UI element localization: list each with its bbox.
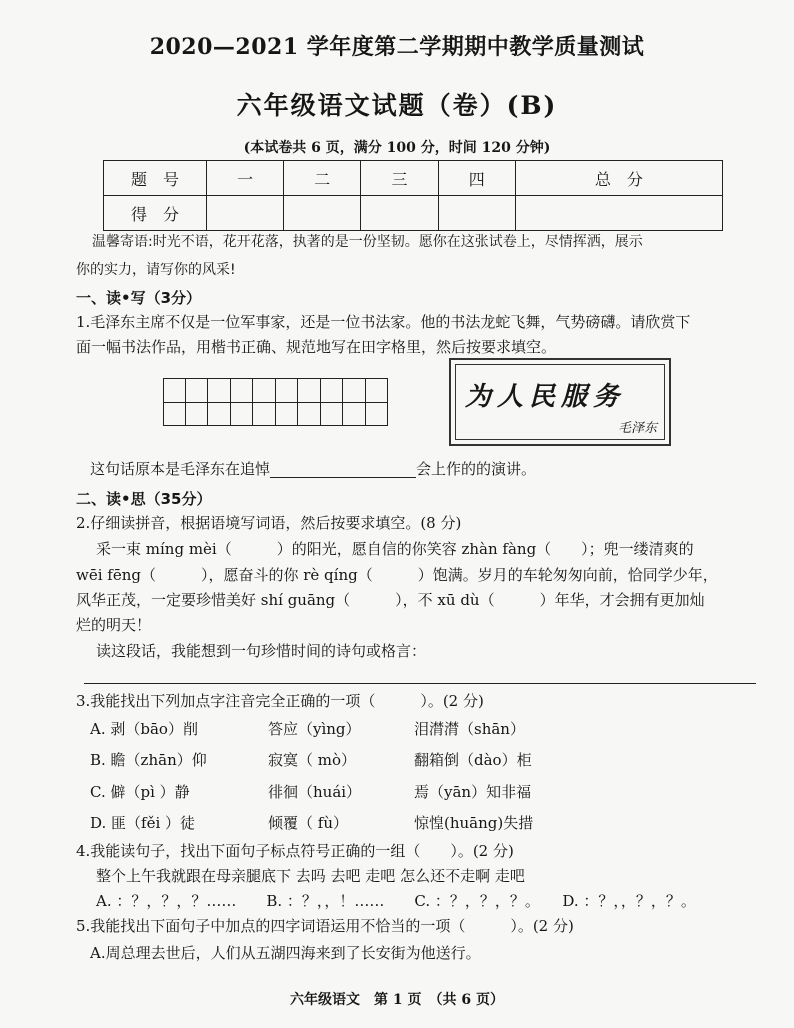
- q1-fill-line: [90, 459, 536, 478]
- score-input-cell[interactable]: [361, 196, 438, 231]
- q3-option-b-2: 寂寞（ mò）: [268, 751, 357, 769]
- score-table: [103, 160, 723, 231]
- q2-text-line4: 烂的明天！: [76, 616, 152, 634]
- tianzige-cell[interactable]: [163, 378, 186, 426]
- calligraphy-text: 为人民服务: [465, 382, 626, 412]
- q5-option-a: A.周总理去世后，人们从五湖四海来到了长安街为他送行。: [90, 944, 481, 962]
- tianzige-cell[interactable]: [276, 378, 299, 426]
- score-header-cell: 总 分: [515, 161, 722, 196]
- tianzige-cell[interactable]: [208, 378, 231, 426]
- q4-title: 4.我能读句子，找出下面句子标点符号正确的一组（ ）。(2 分): [76, 842, 514, 860]
- section2-heading: 二、读•思（35分）: [76, 490, 212, 508]
- page-footer: 六年级语文 第 1 页 （共 6 页）: [290, 992, 504, 1008]
- tianzige-cell[interactable]: [321, 378, 344, 426]
- q2-text-line2: wēi fēng（ ），愿奋斗的你 rè qíng（ ）饱满。岁月的车轮匆匆向前，恰同学少年，: [76, 566, 718, 584]
- q3-option-d-2: 倾覆（ fù）: [268, 814, 348, 832]
- q3-option-a-3: 泪潸潸（shān）: [414, 720, 525, 738]
- score-header-cell: 一: [207, 161, 284, 196]
- warm-tip-line2: 你的实力，请写你的风采!: [76, 262, 236, 278]
- score-table-score-row: [104, 196, 723, 231]
- score-input-cell[interactable]: [207, 196, 284, 231]
- q3-option-a-1: A. 剥（bāo）削: [90, 720, 198, 738]
- warm-tip-line1: 温馨寄语:时光不语，花开花落，执著的是一份坚韧。愿你在这张试卷上，尽情挥洒，展示: [92, 234, 643, 250]
- score-header-cell: 三: [361, 161, 438, 196]
- tianzige-cell[interactable]: [231, 378, 254, 426]
- section1-heading: 一、读•写（3分）: [76, 289, 202, 307]
- q3-option-c-1: C. 僻（pì ）静: [90, 783, 190, 801]
- q4-options: A. ：？，？，？…… B. ：？，，！…… C. ：？，？，？。 D. ：？，，？，？。: [96, 892, 696, 910]
- q3-option-b-3: 翻箱倒（dào）柜: [414, 751, 532, 769]
- score-header-cell: 二: [284, 161, 361, 196]
- score-input-cell[interactable]: [438, 196, 515, 231]
- tianzige-cell[interactable]: [343, 378, 366, 426]
- calligraphy-image: [449, 358, 671, 446]
- tianzige-grid[interactable]: [163, 378, 388, 426]
- q2-text-line3: 风华正茂，一定要珍惜美好 shí guāng（ ），不 xū dù（ ）年华，才会拥有更加灿: [76, 591, 705, 609]
- calligraphy-signature: 毛泽东: [617, 421, 657, 436]
- tianzige-cell[interactable]: [366, 378, 389, 426]
- score-input-cell[interactable]: [515, 196, 722, 231]
- q1-text-line2: 面一幅书法作品，用楷书正确、规范地写在田字格里，然后按要求填空。: [76, 338, 557, 356]
- q3-option-d-1: D. 匪（fěi ）徒: [90, 814, 196, 832]
- q2-text-line1: 采一束 míng mèi（ ）的阳光，愿自信的你笑容 zhàn fàng（ ）；兜一缕清爽的: [96, 540, 694, 558]
- q2-prompt: 读这段话，我能想到一句珍惜时间的诗句或格言：: [96, 642, 427, 660]
- score-label-cell: 得 分: [104, 196, 207, 231]
- q2-answer-line[interactable]: [84, 683, 756, 684]
- q3-option-c-2: 徘徊（huái）: [268, 783, 362, 801]
- q1-text-line1: 1.毛泽东主席不仅是一位军事家，还是一位书法家。他的书法龙蛇飞舞，气势磅礴。请欣赏下: [76, 313, 691, 331]
- q3-title: 3.我能找出下列加点字注音完全正确的一项（ ）。(2 分): [76, 692, 484, 710]
- q1-fill-before: 这句话原本是毛泽东在追悼: [90, 460, 271, 478]
- score-header-cell: 四: [438, 161, 515, 196]
- score-input-cell[interactable]: [284, 196, 361, 231]
- exam-subtitle: 六年级语文试题（卷）(B): [236, 91, 558, 120]
- q3-option-d-3: 惊惶(huāng)失措: [414, 814, 534, 832]
- tianzige-cell[interactable]: [253, 378, 276, 426]
- tianzige-cell[interactable]: [186, 378, 209, 426]
- q2-title: 2.仔细读拼音，根据语境写词语，然后按要求填空。(8 分): [76, 514, 462, 532]
- q3-option-b-1: B. 瞻（zhān）仰: [90, 751, 207, 769]
- q5-title: 5.我能找出下面句子中加点的四字词语运用不恰当的一项（ ）。(2 分): [76, 917, 574, 935]
- tianzige-cell[interactable]: [298, 378, 321, 426]
- score-header-cell: 题 号: [104, 161, 207, 196]
- q1-answer-blank[interactable]: [270, 459, 416, 478]
- q3-option-a-2: 答应（yìng）: [268, 720, 361, 738]
- q3-option-c-3: 焉（yān）知非福: [414, 783, 532, 801]
- q1-fill-after: 会上作的的演讲。: [416, 460, 537, 478]
- q4-sentence: 整个上午我就跟在母亲腿底下 去吗 去吧 走吧 怎么还不走啊 走吧: [96, 867, 525, 885]
- score-table-header-row: [104, 161, 723, 196]
- exam-title: 2020—2021 学年度第二学期期中教学质量测试: [149, 34, 645, 60]
- exam-note: (本试卷共 6 页，满分 100 分，时间 120 分钟): [243, 140, 551, 156]
